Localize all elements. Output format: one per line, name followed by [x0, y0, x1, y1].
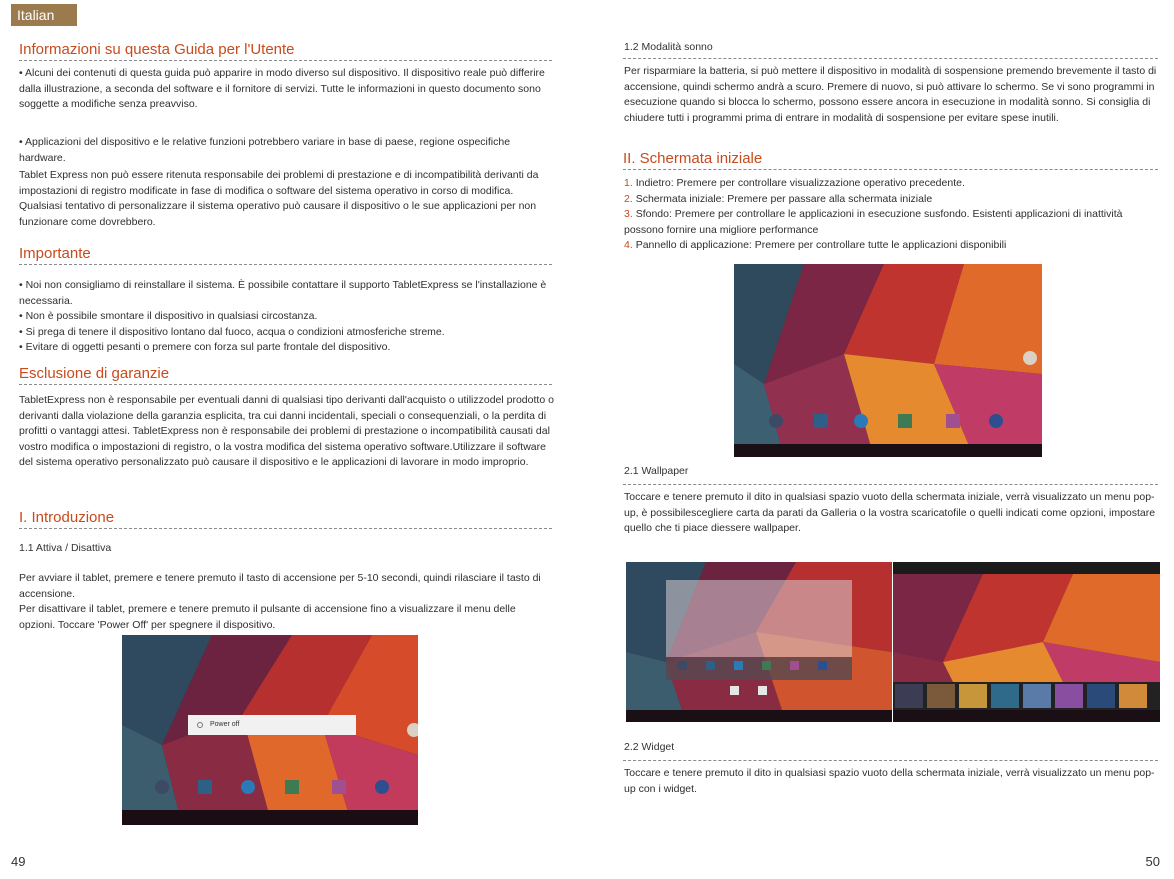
home-list [624, 176, 1164, 254]
warranty-paragraph: TabletExpress non è responsabile per eventuali danni di qualsiasi tipo derivanti dall'acquisto o utilizzodel prodotto o derivanti dalla violazione della garanzia esplicita, tra cui danni incidentali, speciali o consequenziali, o la perdita di profitti o vantaggi attesi. TabletExpress non è responsabile dei problemi di prestazione o incompatibilità causati dal vostro modifica o impostazioni di registro, o la vostra modifica del sistema operativo software.Utilizzare il software del sistema operativo personalizzato può causare il dispositivo e le applicazioni di lavorare in modo improprio. [19, 394, 554, 468]
home-item-4: 4. Pannello di applicazione: Premere per controllare tutte le applicazioni disponibili [624, 239, 1007, 251]
right-page [587, 0, 1174, 879]
home-screen-screenshot [734, 264, 1042, 457]
important-item-3: • Si prega di tenere il dispositivo lontano dal fuoco, acqua o condizioni atmosferiche streme. [19, 325, 445, 338]
power-icon [197, 722, 203, 728]
divider [623, 58, 1158, 59]
important-list [19, 278, 554, 356]
home-item-3: 3. Sfondo: Premere per controllare le applicazioni in esecuzione susfondo. Esistenti applicazioni di inattività possono fornire una migliore performance [624, 208, 1123, 236]
subtitle-wallpaper: 2.1 Wallpaper [624, 465, 689, 477]
info-paragraph-1: • Alcuni dei contenuti di questa guida può apparire in modo diverso sul dispositivo. Il dispositivo reale può differire dalla illustrazione, a seconda del software e il fornitore di servizi. Tutte le informazioni in questo documento sono soggette a modifiche senza preavviso. [19, 67, 545, 110]
wallpaper-picker-screenshot [893, 562, 1160, 722]
important-item-2: • Non è possibile smontare il dispositivo in qualsiasi circostanza. [19, 310, 318, 322]
important-item-1: • Noi non consigliamo di reinstallare il sistema. È possibile contattare il supporto TabletExpress se l'installazione è necessaria. [19, 279, 547, 307]
section-title-info: Informazioni su questa Guida per l'Utente [19, 40, 552, 61]
wallpaper-menu-screenshot [626, 562, 892, 722]
section-title-important: Importante [19, 244, 552, 265]
wallpaper-paragraph: Toccare e tenere premuto il dito in qualsiasi spazio vuoto della schermata iniziale, verrà visualizzato un menu pop-up, è possibilescegliere carta da parati da Galleria o la vostra scaricatofile o quelli indicati come opzioni, impostare quello che ti piace diessere wallpaper. [624, 491, 1156, 534]
power-off-label: Power off [210, 721, 240, 728]
subtitle-widget: 2.2 Widget [624, 741, 675, 753]
home-item-2: 2. Schermata iniziale: Premere per passare alla schermata iniziale [624, 192, 933, 205]
divider [623, 484, 1158, 485]
subtitle-on-off: 1.1 Attiva / Disattiva [19, 542, 112, 554]
power-off-screenshot [122, 635, 418, 825]
section-title-warranty: Esclusione di garanzie [19, 364, 552, 385]
subtitle-sleep: 1.2 Modalità sonno [624, 41, 713, 53]
page-number-right: 50 [1145, 854, 1160, 869]
widget-paragraph: Toccare e tenere premuto il dito in qualsiasi spazio vuoto della schermata iniziale, verrà visualizzato un menu pop-up con i widget. [624, 767, 1155, 795]
home-item-1: 1. Indietro: Premere per controllare visualizzazione operativo precedente. [624, 177, 965, 189]
info-paragraph-2: • Applicazioni del dispositivo e le relative funzioni potrebbero variare in base di paese, regione ospecifiche hardware. [19, 136, 511, 164]
power-off-paragraph: Per disattivare il tablet, premere e tenere premuto il pulsante di accensione fino a visualizzare il menu delle opzioni. Toccare 'Power Off' per spegnere il dispositivo. [19, 603, 516, 631]
info-paragraph-3: Tablet Express non può essere ritenuta responsabile dei problemi di prestazione e di incompatibilità derivanti da impostazioni di registro modificate in fase di modifica o software del sistema operativo in corso di modifica. Qualsiasi tentativo di personalizzare il sistema operativo può causare il dispositivo o le sue applicazioni per non funzionare come dovrebbero. [19, 169, 539, 228]
divider [623, 760, 1158, 761]
important-item-4: • Evitare di oggetti pesanti o premere con forza sul parte frontale del dispositivo. [19, 341, 391, 353]
section-title-intro: I. Introduzione [19, 508, 552, 529]
power-on-paragraph: Per avviare il tablet, premere e tenere premuto il tasto di accensione per 5-10 secondi, quindi rilasciare il tasto di accensione. [19, 572, 541, 600]
power-off-menu[interactable] [188, 715, 356, 735]
language-tab: Italian [11, 4, 77, 26]
page-number-left: 49 [11, 854, 26, 869]
section-title-home: II. Schermata iniziale [623, 149, 1158, 170]
sleep-paragraph: Per risparmiare la batteria, si può mettere il dispositivo in modalità di sospensione premendo brevemente il tasto di accensione, quindi schermo andrà a scuro. Premere di nuovo, si può attivare lo schermo. Se vi sono programmi in esecuzione quando si blocca lo schermo, possono essere ancora in esecuzione in modalità sonno. Si consiglia di chiudere tutti i programmi prima di entrare in modalità di sospensione per evitare spese inutili. [624, 65, 1157, 124]
